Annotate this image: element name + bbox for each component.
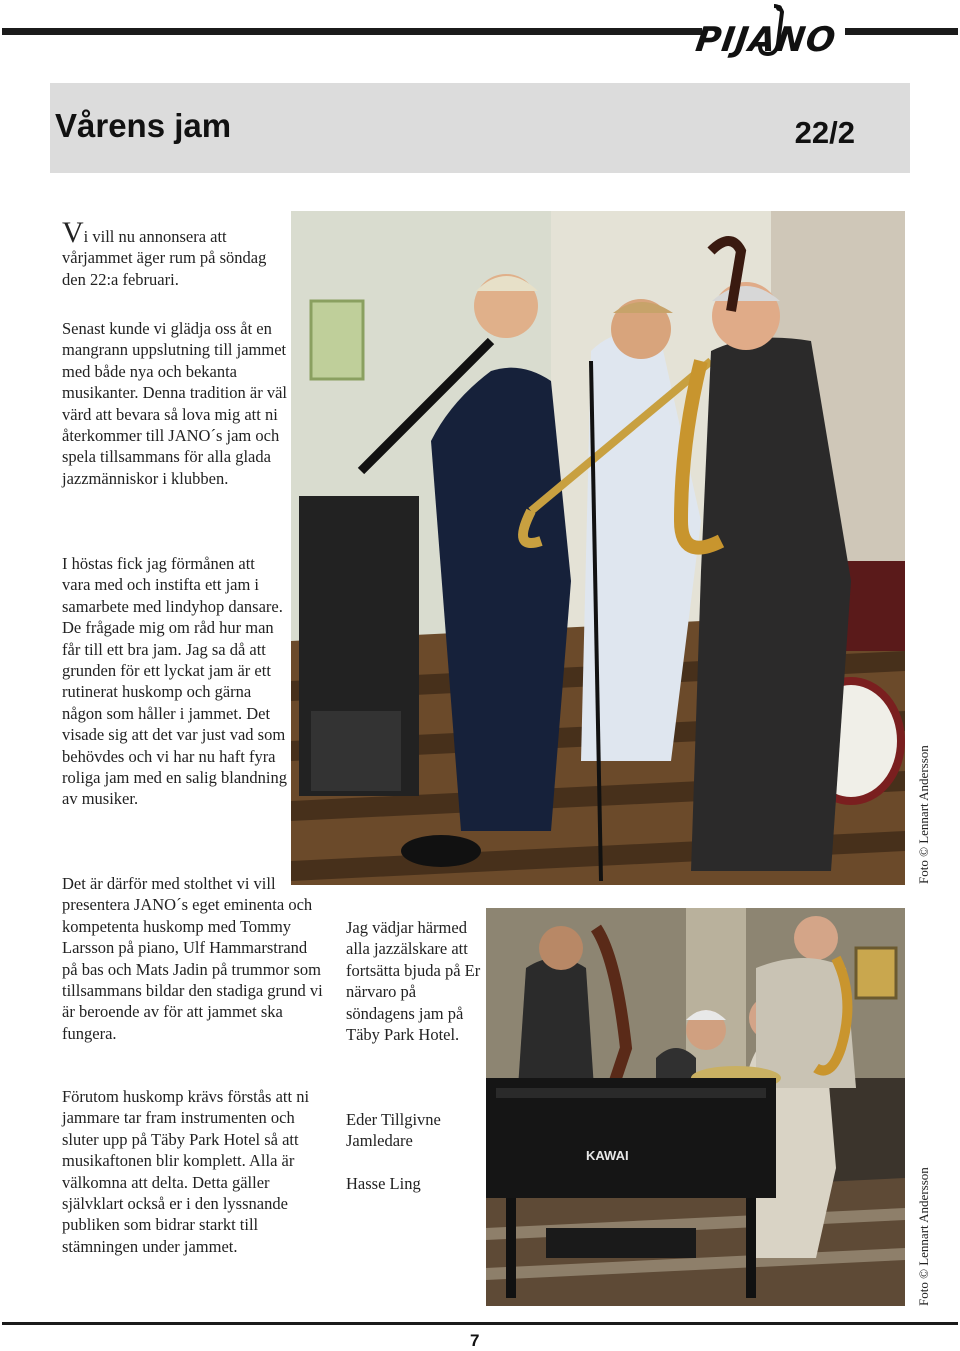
- article-title: Vårens jam: [55, 107, 232, 144]
- issue-number: 22/2: [794, 115, 855, 150]
- paragraph-huskomp: Det är därför med stolthet vi vill presentera JANO´s eget eminenta och kompetenta huskomp med Tommy Larsson på piano, Ulf Hammarstrand på bas och Mats Jadin på trummor som tillsammans bildar den stadiga grund vi är beroende av för att jammet ska fungera.: [62, 874, 323, 1043]
- paragraph-appeal: Jag vädjar härmed alla jazzälskare att fortsätta bjuda på Er närvaro på söndagens jam på Täby Park Hotel.: [346, 918, 481, 1045]
- signoff: Eder Tillgivne Jamledare: [346, 1110, 441, 1151]
- paragraph-intro: [62, 216, 287, 290]
- top-rule-right: [845, 28, 958, 35]
- paragraph-tradition: Senast kunde vi glädja oss åt en mangrann uppslutning till jammet med både nya och bekanta musikanter. Denna tradition är väl värd att bevara så lova mig att ni återkommer till JANO´s jam och spela tillsammans för alla glada jazzmänniskor i klubben.: [62, 319, 287, 488]
- author-name: Hasse Ling: [346, 1174, 421, 1193]
- magazine-logo: [693, 2, 841, 62]
- page-number: 7: [470, 1331, 480, 1350]
- article-header: [50, 83, 910, 173]
- paragraph-invitation: Förutom huskomp krävs förstås att ni jammare tar fram instrumenten och sluter upp på Täby Park Hotel så att musikaftonen blir komplett. Alla är välkomna att delta. Detta gäller självklart också er i den lyssnande publiken som bidrar starkt till stämningen under jammet.: [62, 1087, 310, 1256]
- bottom-rule: [2, 1322, 958, 1325]
- drop-cap: V: [62, 216, 84, 249]
- photo-rhythm-section: [486, 908, 905, 1306]
- paragraph-intro-text: i vill nu annonsera att vårjammet äger rum på söndag den 22:a februari.: [62, 227, 267, 289]
- logo-text: PIJANO: [693, 20, 839, 60]
- photo-horn-section: [291, 211, 905, 885]
- photo-credit-top: Foto © Lennart Andersson: [916, 745, 931, 884]
- top-rule: [2, 28, 702, 35]
- piano-brand-label: KAWAI: [586, 1148, 629, 1163]
- paragraph-lindyhop: I höstas fick jag förmånen att vara med och instifta ett jam i samarbete med lindyhop dansare. De frågade mig om råd hur man får till ett bra jam. Jag sa då att grunden för ett lyckat jam är ett rutinerat huskomp och gärna någon som håller i jammet. Det visade sig att det var just vad som behövdes och vi har nu haft fyra roliga jam med en salig blandning av musiker.: [62, 554, 287, 809]
- photo-credit-bottom: Foto © Lennart Andersson: [916, 1167, 931, 1306]
